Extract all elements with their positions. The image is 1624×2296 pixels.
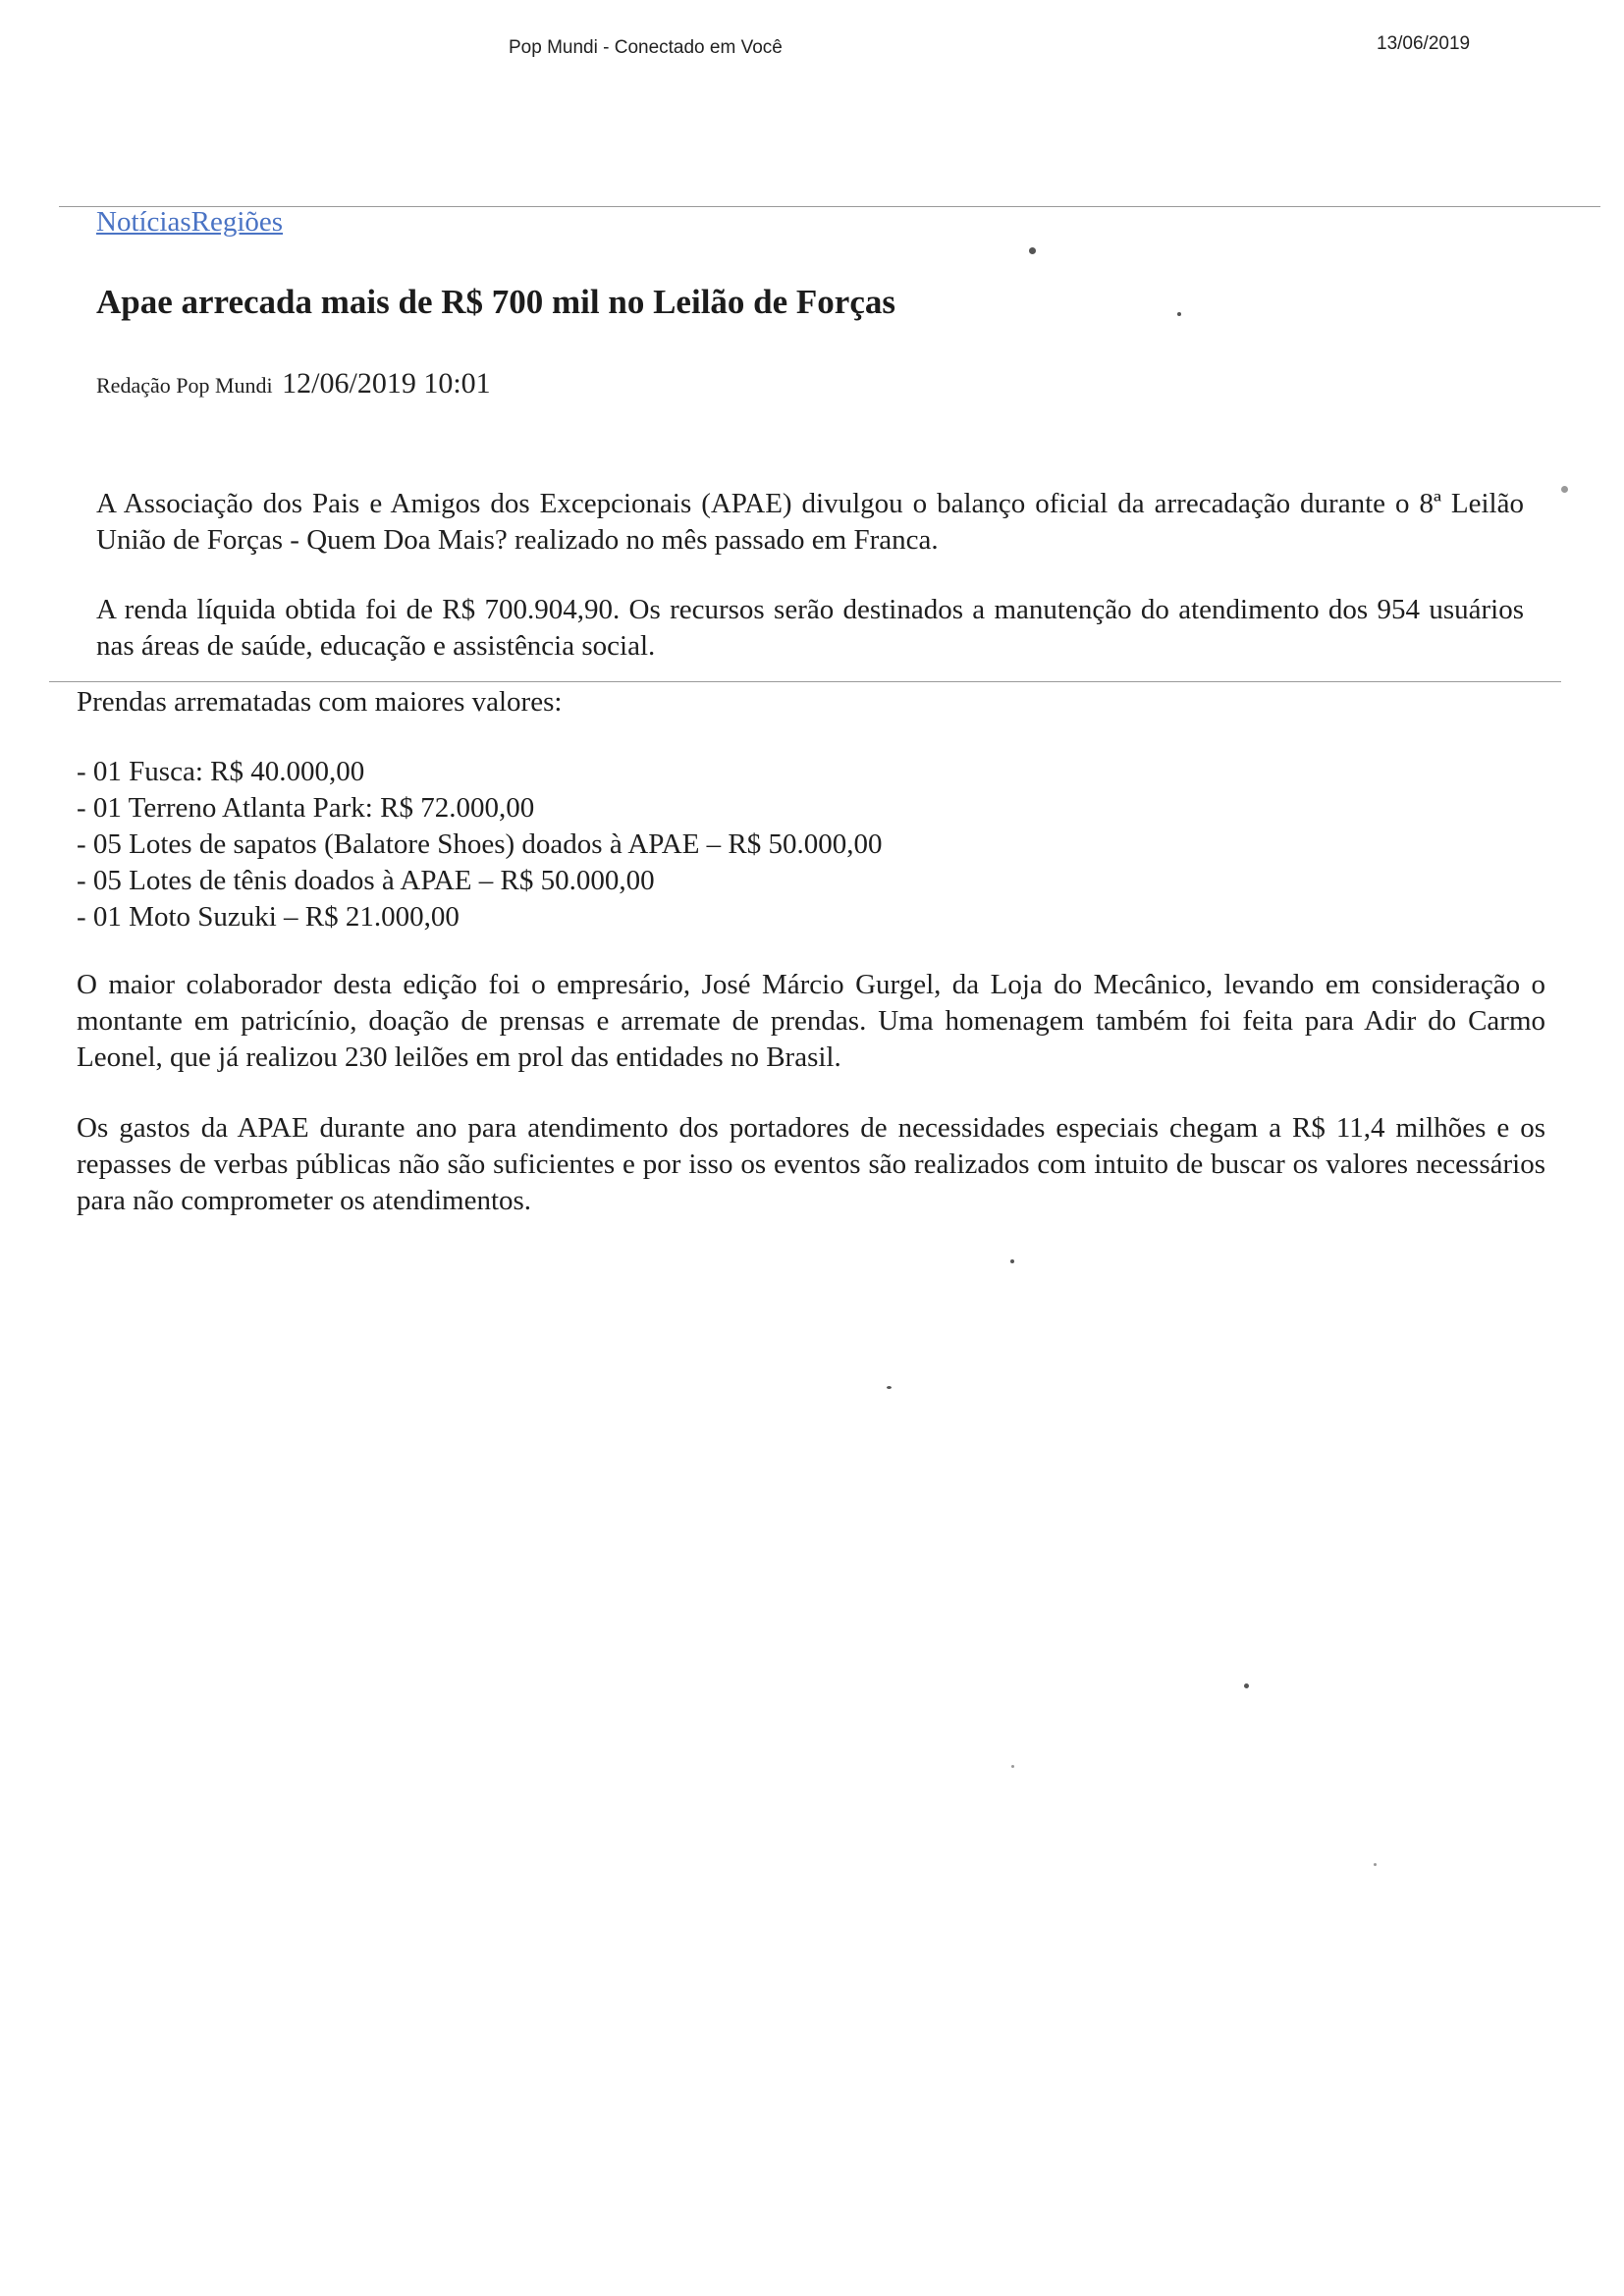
paragraph-revenue-text: A renda líquida obtida foi de R$ 700.904,90. Os recursos serão destinados a manutenção do atendimento dos 954 usuários nas áreas de saúde, educação e assistência social. [96, 594, 1524, 662]
paragraph-intro-text: A Associação dos Pais e Amigos dos Excepcionais (APAE) divulgou o balanço oficial da arrecadação durante o 8ª Leilão União de Forças - Quem Doa Mais? realizado no mês passado em Franca. [96, 488, 1524, 556]
prizes-list [77, 754, 883, 935]
prize-item: - 05 Lotes de tênis doados à APAE – R$ 50.000,00 [77, 865, 655, 896]
scan-speck [1029, 247, 1036, 254]
byline-timestamp: 12/06/2019 10:01 [282, 367, 491, 400]
top-divider [59, 206, 1600, 207]
scan-speck [887, 1386, 892, 1389]
print-header-site: Pop Mundi - Conectado em Você [509, 37, 783, 58]
scan-speck [1011, 1765, 1014, 1768]
scan-speck [1177, 312, 1181, 316]
category-breadcrumb-link[interactable]: NotíciasRegiões [96, 206, 284, 238]
prize-item: - 01 Terreno Atlanta Park: R$ 72.000,00 [77, 792, 535, 824]
scan-speck [1010, 1259, 1014, 1263]
prize-item: - 05 Lotes de sapatos (Balatore Shoes) doados à APAE – R$ 50.000,00 [77, 828, 883, 860]
paragraph-costs-text: Os gastos da APAE durante ano para atendimento dos portadores de necessidades especiais chegam a R$ 11,4 milhões e os repasses de verbas públicas não são suficientes e por isso os eventos são realizados com intuito de buscar os valores necessários para não comprometer os atendimentos. [77, 1112, 1545, 1216]
prizes-lead [77, 684, 562, 721]
byline-author: Redação Pop Mundi [96, 373, 273, 398]
prize-item: - 01 Fusca: R$ 40.000,00 [77, 756, 365, 787]
paragraph-costs [77, 1110, 1545, 1219]
scan-speck [1374, 1863, 1377, 1866]
print-header-date: 13/06/2019 [1377, 33, 1471, 54]
paragraph-intro [96, 486, 1524, 559]
scan-speck [1244, 1683, 1249, 1688]
paragraph-contributor [77, 967, 1545, 1076]
middle-divider [49, 681, 1561, 682]
article-byline [96, 367, 491, 400]
print-header [0, 33, 1624, 63]
prizes-lead-text: Prendas arrematadas com maiores valores: [77, 686, 563, 718]
article-headline: Apae arrecada mais de R$ 700 mil no Leilão de Forças [96, 283, 895, 321]
prize-item: - 01 Moto Suzuki – R$ 21.000,00 [77, 901, 460, 933]
paragraph-revenue [96, 592, 1524, 665]
paragraph-contributor-text: O maior colaborador desta edição foi o empresário, José Márcio Gurgel, da Loja do Mecânico, levando em consideração o montante em patricínio, doação de prensas e arremate de prendas. Uma homenagem também foi feita para Adir do Carmo Leonel, que já realizou 230 leilões em prol das entidades no Brasil. [77, 969, 1545, 1073]
scan-speck [1561, 486, 1568, 493]
